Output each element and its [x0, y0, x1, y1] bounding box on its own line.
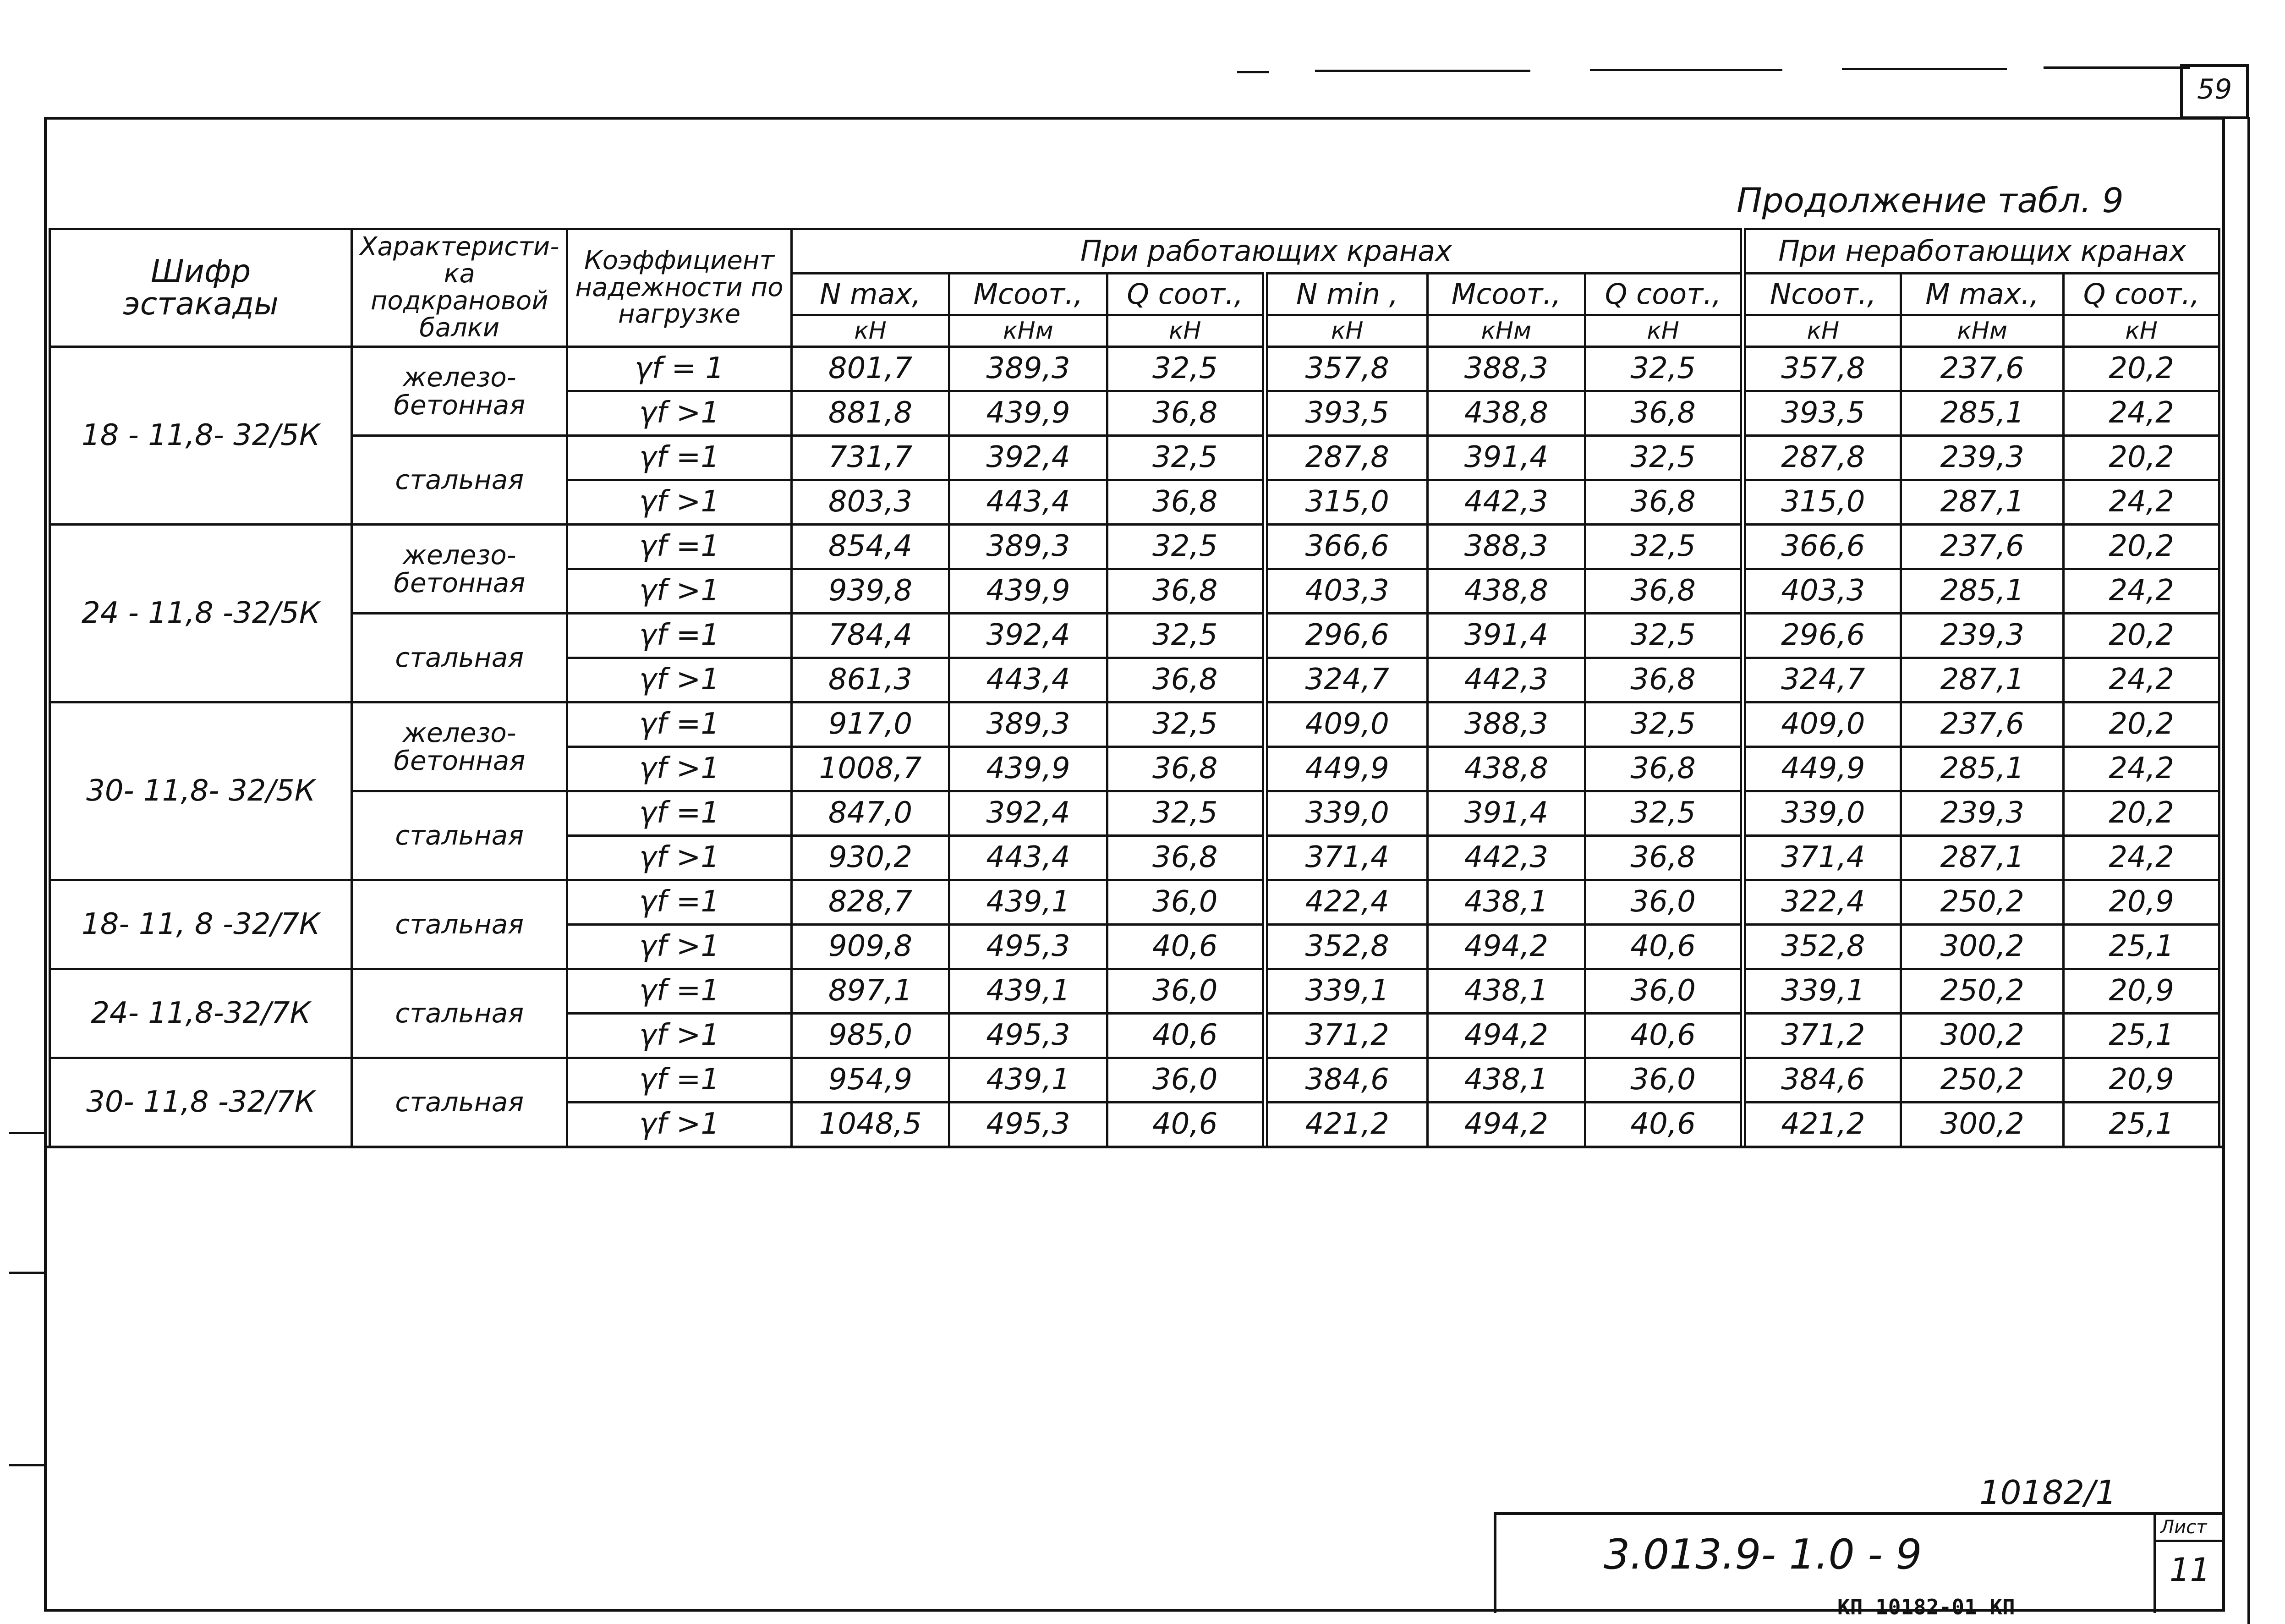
beam-type-cell: железо- бетонная — [352, 525, 567, 614]
value-cell: 239,3 — [1901, 614, 2064, 658]
value-cell: 495,3 — [949, 1014, 1107, 1058]
value-cell: 828,7 — [791, 880, 949, 925]
value-cell: 388,3 — [1427, 702, 1585, 747]
value-cell: 939,8 — [791, 569, 949, 614]
coef-cell: γf =1 — [567, 614, 792, 658]
value-cell: 439,1 — [949, 880, 1107, 925]
value-cell: 250,2 — [1901, 969, 2064, 1014]
value-cell: 357,8 — [1743, 347, 1901, 391]
col-name: Nсоот., — [1743, 274, 1901, 315]
beam-type-cell: стальная — [352, 614, 567, 702]
value-cell: 20,2 — [2064, 525, 2219, 569]
value-cell: 32,5 — [1107, 791, 1265, 836]
coef-cell: γf = 1 — [567, 347, 792, 391]
value-cell: 36,8 — [1107, 747, 1265, 791]
col-unit: кН — [791, 315, 949, 347]
value-cell: 32,5 — [1585, 347, 1743, 391]
value-cell: 20,2 — [2064, 347, 2219, 391]
value-cell: 36,8 — [1107, 480, 1265, 525]
value-cell: 443,4 — [949, 836, 1107, 880]
value-cell: 439,1 — [949, 1058, 1107, 1103]
coef-cell: γf >1 — [567, 836, 792, 880]
value-cell: 24,2 — [2064, 480, 2219, 525]
value-cell: 285,1 — [1901, 391, 2064, 436]
value-cell: 391,4 — [1427, 614, 1585, 658]
value-cell: 439,9 — [949, 569, 1107, 614]
value-cell: 239,3 — [1901, 436, 2064, 480]
col-unit: кНм — [1427, 315, 1585, 347]
col-name: Q соот., — [2064, 274, 2219, 315]
value-cell: 32,5 — [1585, 436, 1743, 480]
col-name: Мсоот., — [949, 274, 1107, 315]
value-cell: 403,3 — [1743, 569, 1901, 614]
value-cell: 384,6 — [1265, 1058, 1427, 1103]
beam-type-cell: стальная — [352, 969, 567, 1058]
value-cell: 854,4 — [791, 525, 949, 569]
value-cell: 24,2 — [2064, 747, 2219, 791]
value-cell: 40,6 — [1585, 1103, 1743, 1147]
right-margin-line — [2247, 117, 2250, 1624]
value-cell: 315,0 — [1265, 480, 1427, 525]
coef-cell: γf =1 — [567, 969, 792, 1014]
value-cell: 393,5 — [1743, 391, 1901, 436]
value-cell: 322,4 — [1743, 880, 1901, 925]
col-name: Q соот., — [1107, 274, 1265, 315]
header-coef — [567, 229, 792, 347]
table-title: Продолжение табл. 9 — [1737, 181, 2124, 220]
table-row — [50, 347, 2219, 391]
top-dash-4 — [1842, 68, 2007, 70]
value-cell: 32,5 — [1107, 702, 1265, 747]
col-name: Мсоот., — [1427, 274, 1585, 315]
value-cell: 443,4 — [949, 658, 1107, 702]
value-cell: 36,0 — [1585, 880, 1743, 925]
value-cell: 409,0 — [1265, 702, 1427, 747]
value-cell: 36,8 — [1585, 391, 1743, 436]
coef-cell: γf >1 — [567, 658, 792, 702]
value-cell: 438,8 — [1427, 569, 1585, 614]
value-cell: 32,5 — [1585, 702, 1743, 747]
coef-cell: γf =1 — [567, 791, 792, 836]
value-cell: 32,5 — [1585, 791, 1743, 836]
value-cell: 32,5 — [1107, 525, 1265, 569]
table-bottom-rule — [44, 1146, 2225, 1148]
value-cell: 861,3 — [791, 658, 949, 702]
col-name: Q соот., — [1585, 274, 1743, 315]
value-cell: 36,0 — [1585, 1058, 1743, 1103]
value-cell: 403,3 — [1265, 569, 1427, 614]
value-cell: 36,8 — [1107, 836, 1265, 880]
value-cell: 40,6 — [1585, 1014, 1743, 1058]
value-cell: 784,4 — [791, 614, 949, 658]
value-cell: 25,1 — [2064, 1103, 2219, 1147]
loads-table — [49, 228, 2220, 1148]
value-cell: 324,7 — [1265, 658, 1427, 702]
value-cell: 801,7 — [791, 347, 949, 391]
value-cell: 32,5 — [1585, 614, 1743, 658]
value-cell: 392,4 — [949, 791, 1107, 836]
value-cell: 40,6 — [1107, 1103, 1265, 1147]
value-cell: 300,2 — [1901, 1103, 2064, 1147]
value-cell: 32,5 — [1107, 614, 1265, 658]
value-cell: 36,0 — [1585, 969, 1743, 1014]
inventory-number: 10182/1 — [1979, 1473, 2117, 1512]
stamp-left — [1494, 1512, 1496, 1613]
coef-cell: γf >1 — [567, 480, 792, 525]
table-body — [50, 347, 2219, 1147]
value-cell: 287,8 — [1265, 436, 1427, 480]
beam-type-cell: железо- бетонная — [352, 702, 567, 791]
coef-cell: γf >1 — [567, 1014, 792, 1058]
value-cell: 897,1 — [791, 969, 949, 1014]
value-cell: 439,9 — [949, 747, 1107, 791]
value-cell: 25,1 — [2064, 1014, 2219, 1058]
beam-type-cell: железо- бетонная — [352, 347, 567, 436]
header-coef-text: Коэффициент надежности по нагрузке — [575, 245, 784, 329]
value-cell: 389,3 — [949, 347, 1107, 391]
value-cell: 287,1 — [1901, 658, 2064, 702]
coef-cell: γf =1 — [567, 880, 792, 925]
value-cell: 389,3 — [949, 702, 1107, 747]
coef-cell: γf >1 — [567, 391, 792, 436]
value-cell: 287,1 — [1901, 480, 2064, 525]
value-cell: 300,2 — [1901, 1014, 2064, 1058]
value-cell: 366,6 — [1743, 525, 1901, 569]
value-cell: 421,2 — [1743, 1103, 1901, 1147]
coef-cell: γf >1 — [567, 925, 792, 969]
coef-cell: γf =1 — [567, 702, 792, 747]
value-cell: 371,4 — [1265, 836, 1427, 880]
value-cell: 20,9 — [2064, 969, 2219, 1014]
value-cell: 25,1 — [2064, 925, 2219, 969]
value-cell: 339,0 — [1743, 791, 1901, 836]
value-cell: 443,4 — [949, 480, 1107, 525]
beam-type-cell: стальная — [352, 791, 567, 880]
value-cell: 20,2 — [2064, 791, 2219, 836]
value-cell: 287,8 — [1743, 436, 1901, 480]
value-cell: 494,2 — [1427, 1014, 1585, 1058]
col-unit: кНм — [1901, 315, 2064, 347]
value-cell: 731,7 — [791, 436, 949, 480]
top-dash-5 — [2044, 66, 2190, 69]
value-cell: 439,9 — [949, 391, 1107, 436]
value-cell: 881,8 — [791, 391, 949, 436]
value-cell: 36,8 — [1107, 569, 1265, 614]
col-unit: кН — [1265, 315, 1427, 347]
value-cell: 352,8 — [1265, 925, 1427, 969]
header-working-group: При работающих кранах — [791, 229, 1743, 274]
sheet-number: 11 — [2170, 1551, 2211, 1589]
value-cell: 389,3 — [949, 525, 1107, 569]
coef-cell: γf >1 — [567, 1103, 792, 1147]
value-cell: 494,2 — [1427, 925, 1585, 969]
value-cell: 438,8 — [1427, 391, 1585, 436]
value-cell: 1008,7 — [791, 747, 949, 791]
col-name: N max, — [791, 274, 949, 315]
header-nonworking-group: При неработающих кранах — [1743, 229, 2219, 274]
value-cell: 391,4 — [1427, 436, 1585, 480]
col-unit: кН — [1743, 315, 1901, 347]
top-dash-1 — [1237, 71, 1269, 73]
value-cell: 352,8 — [1743, 925, 1901, 969]
value-cell: 393,5 — [1265, 391, 1427, 436]
value-cell: 339,1 — [1265, 969, 1427, 1014]
stamp-sheet-divider — [2153, 1512, 2156, 1613]
value-cell: 339,0 — [1265, 791, 1427, 836]
value-cell: 36,0 — [1107, 969, 1265, 1014]
beam-type-cell: стальная — [352, 436, 567, 525]
value-cell: 36,8 — [1585, 747, 1743, 791]
value-cell: 40,6 — [1585, 925, 1743, 969]
value-cell: 237,6 — [1901, 347, 2064, 391]
cipher-cell: 30- 11,8 -32/7К — [50, 1058, 352, 1147]
value-cell: 371,4 — [1743, 836, 1901, 880]
value-cell: 285,1 — [1901, 569, 2064, 614]
value-cell: 449,9 — [1743, 747, 1901, 791]
value-cell: 20,9 — [2064, 880, 2219, 925]
value-cell: 366,6 — [1265, 525, 1427, 569]
value-cell: 36,0 — [1107, 1058, 1265, 1103]
table-row — [50, 791, 2219, 836]
value-cell: 36,8 — [1107, 391, 1265, 436]
coef-cell: γf >1 — [567, 747, 792, 791]
beam-type-cell: стальная — [352, 880, 567, 969]
stamp-sheet-hline — [2153, 1540, 2225, 1542]
header-cipher-text: Шифр эстакады — [123, 253, 279, 322]
header-cipher — [50, 229, 352, 347]
table-row — [50, 969, 2219, 1014]
col-unit: кН — [2064, 315, 2219, 347]
footer-code: КП 10182-01 КП — [1837, 1595, 2015, 1619]
sheet-label: Лист — [2160, 1517, 2207, 1538]
col-unit: кН — [1585, 315, 1743, 347]
value-cell: 1048,5 — [791, 1103, 949, 1147]
value-cell: 421,2 — [1265, 1103, 1427, 1147]
left-tick-2 — [9, 1272, 46, 1274]
table-row — [50, 614, 2219, 658]
value-cell: 392,4 — [949, 436, 1107, 480]
value-cell: 438,1 — [1427, 969, 1585, 1014]
value-cell: 384,6 — [1743, 1058, 1901, 1103]
value-cell: 909,8 — [791, 925, 949, 969]
value-cell: 442,3 — [1427, 836, 1585, 880]
value-cell: 495,3 — [949, 1103, 1107, 1147]
col-unit: кН — [1107, 315, 1265, 347]
value-cell: 36,8 — [1585, 569, 1743, 614]
value-cell: 250,2 — [1901, 880, 2064, 925]
value-cell: 285,1 — [1901, 747, 2064, 791]
value-cell: 495,3 — [949, 925, 1107, 969]
value-cell: 296,6 — [1743, 614, 1901, 658]
left-tick-3 — [9, 1464, 46, 1466]
value-cell: 36,8 — [1585, 836, 1743, 880]
value-cell: 24,2 — [2064, 836, 2219, 880]
value-cell: 803,3 — [791, 480, 949, 525]
value-cell: 20,9 — [2064, 1058, 2219, 1103]
value-cell: 339,1 — [1743, 969, 1901, 1014]
value-cell: 371,2 — [1743, 1014, 1901, 1058]
value-cell: 324,7 — [1743, 658, 1901, 702]
value-cell: 24,2 — [2064, 658, 2219, 702]
value-cell: 388,3 — [1427, 525, 1585, 569]
value-cell: 32,5 — [1585, 525, 1743, 569]
cipher-cell: 24 - 11,8 -32/5К — [50, 525, 352, 702]
value-cell: 296,6 — [1265, 614, 1427, 658]
table-row — [50, 880, 2219, 925]
value-cell: 32,5 — [1107, 347, 1265, 391]
table-row — [50, 1058, 2219, 1103]
value-cell: 930,2 — [791, 836, 949, 880]
value-cell: 494,2 — [1427, 1103, 1585, 1147]
cipher-cell: 18 - 11,8- 32/5К — [50, 347, 352, 525]
coef-cell: γf =1 — [567, 1058, 792, 1103]
value-cell: 449,9 — [1265, 747, 1427, 791]
value-cell: 985,0 — [791, 1014, 949, 1058]
value-cell: 40,6 — [1107, 925, 1265, 969]
coef-cell: γf =1 — [567, 525, 792, 569]
value-cell: 20,2 — [2064, 614, 2219, 658]
value-cell: 391,4 — [1427, 791, 1585, 836]
value-cell: 36,8 — [1585, 658, 1743, 702]
cipher-cell: 24- 11,8-32/7К — [50, 969, 352, 1058]
value-cell: 300,2 — [1901, 925, 2064, 969]
value-cell: 20,2 — [2064, 702, 2219, 747]
left-tick-1 — [9, 1132, 46, 1134]
beam-type-cell: стальная — [352, 1058, 567, 1147]
page-number: 59 — [2197, 73, 2232, 105]
col-name: N min , — [1265, 274, 1427, 315]
value-cell: 40,6 — [1107, 1014, 1265, 1058]
value-cell: 287,1 — [1901, 836, 2064, 880]
cipher-cell: 30- 11,8- 32/5К — [50, 702, 352, 880]
value-cell: 32,5 — [1107, 436, 1265, 480]
value-cell: 439,1 — [949, 969, 1107, 1014]
value-cell: 36,8 — [1585, 480, 1743, 525]
col-name: М max., — [1901, 274, 2064, 315]
stamp-top — [1494, 1512, 2225, 1515]
coef-cell: γf >1 — [567, 569, 792, 614]
value-cell: 24,2 — [2064, 391, 2219, 436]
table-row — [50, 525, 2219, 569]
value-cell: 239,3 — [1901, 791, 2064, 836]
table-row — [50, 702, 2219, 747]
cipher-cell: 18- 11, 8 -32/7К — [50, 880, 352, 969]
value-cell: 357,8 — [1265, 347, 1427, 391]
header-beam-text: Характеристи-ка подкрановой балки — [360, 232, 559, 343]
value-cell: 422,4 — [1265, 880, 1427, 925]
value-cell: 388,3 — [1427, 347, 1585, 391]
value-cell: 250,2 — [1901, 1058, 2064, 1103]
value-cell: 442,3 — [1427, 658, 1585, 702]
value-cell: 392,4 — [949, 614, 1107, 658]
value-cell: 442,3 — [1427, 480, 1585, 525]
value-cell: 917,0 — [791, 702, 949, 747]
top-dash-2 — [1315, 70, 1530, 72]
header-beam — [352, 229, 567, 347]
value-cell: 237,6 — [1901, 525, 2064, 569]
value-cell: 438,1 — [1427, 880, 1585, 925]
col-unit: кНм — [949, 315, 1107, 347]
document-code: 3.013.9- 1.0 - 9 — [1604, 1531, 1922, 1579]
value-cell: 315,0 — [1743, 480, 1901, 525]
value-cell: 237,6 — [1901, 702, 2064, 747]
value-cell: 36,0 — [1107, 880, 1265, 925]
value-cell: 954,9 — [791, 1058, 949, 1103]
value-cell: 20,2 — [2064, 436, 2219, 480]
value-cell: 438,1 — [1427, 1058, 1585, 1103]
coef-cell: γf =1 — [567, 436, 792, 480]
value-cell: 371,2 — [1265, 1014, 1427, 1058]
value-cell: 36,8 — [1107, 658, 1265, 702]
value-cell: 409,0 — [1743, 702, 1901, 747]
value-cell: 24,2 — [2064, 569, 2219, 614]
value-cell: 438,8 — [1427, 747, 1585, 791]
table-row — [50, 436, 2219, 480]
top-dash-3 — [1590, 69, 1782, 71]
value-cell: 847,0 — [791, 791, 949, 836]
